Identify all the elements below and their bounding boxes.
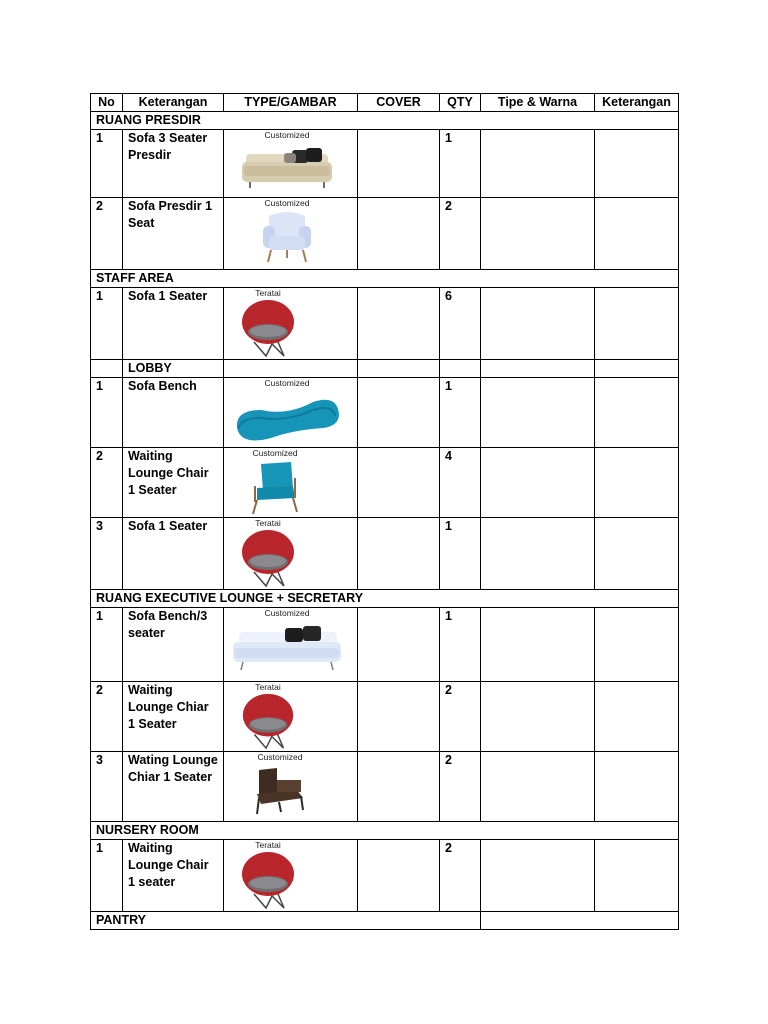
- furniture-image: [228, 198, 346, 269]
- cover-cell: [358, 130, 440, 198]
- cover-cell: [358, 840, 440, 912]
- header-keterangan-2: Keterangan: [595, 94, 679, 112]
- cover-cell: [358, 518, 440, 590]
- image-caption: Customized: [264, 608, 310, 618]
- keterangan-cell: [595, 608, 679, 682]
- header-type-gambar: TYPE/GAMBAR: [224, 94, 358, 112]
- image-caption: Teratai: [255, 682, 281, 692]
- furniture-image: [228, 608, 346, 681]
- row-qty: 1: [440, 608, 481, 682]
- furniture-image: [228, 130, 346, 197]
- cover-cell: [358, 608, 440, 682]
- red-egg-chair-icon: [238, 850, 298, 910]
- header-qty: QTY: [440, 94, 481, 112]
- row-no: 2: [91, 198, 123, 270]
- row-no: 1: [91, 608, 123, 682]
- row-no: 3: [91, 518, 123, 590]
- image-caption: Customized: [252, 448, 298, 458]
- beige-three-seater-sofa-icon: [240, 140, 334, 192]
- tipe-warna-cell: [481, 682, 595, 752]
- section-row: [91, 360, 679, 378]
- image-caption: Customized: [257, 752, 303, 762]
- section-title: STAFF AREA: [91, 270, 679, 288]
- row-qty: 1: [440, 130, 481, 198]
- keterangan-cell: [595, 448, 679, 518]
- header-cover: COVER: [358, 94, 440, 112]
- furniture-image: [240, 448, 310, 517]
- furniture-table: [90, 93, 679, 930]
- keterangan-cell: [595, 752, 679, 822]
- cover-cell: [358, 378, 440, 448]
- table-row: [91, 682, 679, 752]
- section-row: [91, 590, 679, 608]
- row-qty: 1: [440, 518, 481, 590]
- table-row: [91, 518, 679, 590]
- row-description: Waiting Lounge Chair 1 Seater: [123, 448, 224, 518]
- header-row: [91, 94, 679, 112]
- tipe-warna-cell: [481, 752, 595, 822]
- image-caption: Customized: [264, 378, 310, 388]
- cover-cell: [358, 682, 440, 752]
- furniture-image: [240, 752, 320, 821]
- row-qty: 2: [440, 840, 481, 912]
- tipe-warna-cell: [481, 608, 595, 682]
- section-row: [91, 112, 679, 130]
- tipe-warna-cell: [481, 840, 595, 912]
- white-three-seater-sofa-icon: [231, 618, 343, 672]
- row-no: 1: [91, 840, 123, 912]
- table-row: [91, 752, 679, 822]
- furniture-image: [230, 682, 306, 751]
- row-no: 2: [91, 682, 123, 752]
- row-qty: 6: [440, 288, 481, 360]
- row-qty: 4: [440, 448, 481, 518]
- tipe-warna-cell: [481, 288, 595, 360]
- section-title: RUANG PRESDIR: [91, 112, 679, 130]
- header-tipe-warna: Tipe & Warna: [481, 94, 595, 112]
- section-row: [91, 822, 679, 840]
- furniture-image: [230, 840, 306, 911]
- furniture-image: [230, 288, 306, 359]
- image-caption: Customized: [264, 198, 310, 208]
- keterangan-cell: [595, 378, 679, 448]
- keterangan-cell: [595, 840, 679, 912]
- row-description: Sofa 1 Seater: [123, 518, 224, 590]
- row-qty: 2: [440, 682, 481, 752]
- row-description: Waiting Lounge Chair 1 seater: [123, 840, 224, 912]
- table-row: [91, 840, 679, 912]
- image-caption: Teratai: [255, 840, 281, 850]
- table-row: [91, 198, 679, 270]
- teal-curved-bench-icon: [231, 388, 343, 444]
- cover-cell: [358, 288, 440, 360]
- cover-cell: [358, 752, 440, 822]
- row-no: 3: [91, 752, 123, 822]
- row-description: Wating Lounge Chiar 1 Seater: [123, 752, 224, 822]
- table-row: [91, 608, 679, 682]
- row-description: Sofa Presdir 1 Seat: [123, 198, 224, 270]
- brown-lounge-chair-icon: [251, 762, 309, 816]
- section-title: NURSERY ROOM: [91, 822, 679, 840]
- row-description: Waiting Lounge Chiar 1 Seater: [123, 682, 224, 752]
- tipe-warna-cell: [481, 130, 595, 198]
- furniture-image: [228, 378, 346, 447]
- keterangan-cell: [595, 288, 679, 360]
- header-keterangan: Keterangan: [123, 94, 224, 112]
- image-caption: Teratai: [255, 518, 281, 528]
- image-caption: Teratai: [255, 288, 281, 298]
- tipe-warna-cell: [481, 448, 595, 518]
- section-title: RUANG EXECUTIVE LOUNGE + SECRETARY: [91, 590, 679, 608]
- section-row: [91, 912, 679, 930]
- furniture-image: [230, 518, 306, 589]
- red-egg-chair-icon: [238, 298, 298, 358]
- tipe-warna-cell: [481, 378, 595, 448]
- row-qty: 2: [440, 752, 481, 822]
- table-row: [91, 448, 679, 518]
- section-title: LOBBY: [123, 360, 224, 378]
- tipe-warna-cell: [481, 198, 595, 270]
- row-description: Sofa Bench: [123, 378, 224, 448]
- header-no: No: [91, 94, 123, 112]
- teal-lounge-chair-icon: [247, 458, 303, 516]
- red-egg-chair-icon: [238, 528, 298, 588]
- table-row: [91, 288, 679, 360]
- row-no: 1: [91, 130, 123, 198]
- row-no: 1: [91, 378, 123, 448]
- cover-cell: [358, 198, 440, 270]
- table-row: [91, 378, 679, 448]
- table-row: [91, 130, 679, 198]
- row-description: Sofa 1 Seater: [123, 288, 224, 360]
- keterangan-cell: [595, 682, 679, 752]
- keterangan-cell: [595, 198, 679, 270]
- cover-cell: [358, 448, 440, 518]
- section-row: [91, 270, 679, 288]
- image-caption: Customized: [264, 130, 310, 140]
- row-description: Sofa 3 Seater Presdir: [123, 130, 224, 198]
- light-blue-armchair-icon: [257, 208, 317, 266]
- row-no: 1: [91, 288, 123, 360]
- tipe-warna-cell: [481, 518, 595, 590]
- row-description: Sofa Bench/3 seater: [123, 608, 224, 682]
- row-qty: 1: [440, 378, 481, 448]
- keterangan-cell: [595, 518, 679, 590]
- row-no: 2: [91, 448, 123, 518]
- row-qty: 2: [440, 198, 481, 270]
- keterangan-cell: [595, 130, 679, 198]
- section-title: PANTRY: [91, 912, 481, 930]
- red-egg-chair-icon: [239, 692, 297, 750]
